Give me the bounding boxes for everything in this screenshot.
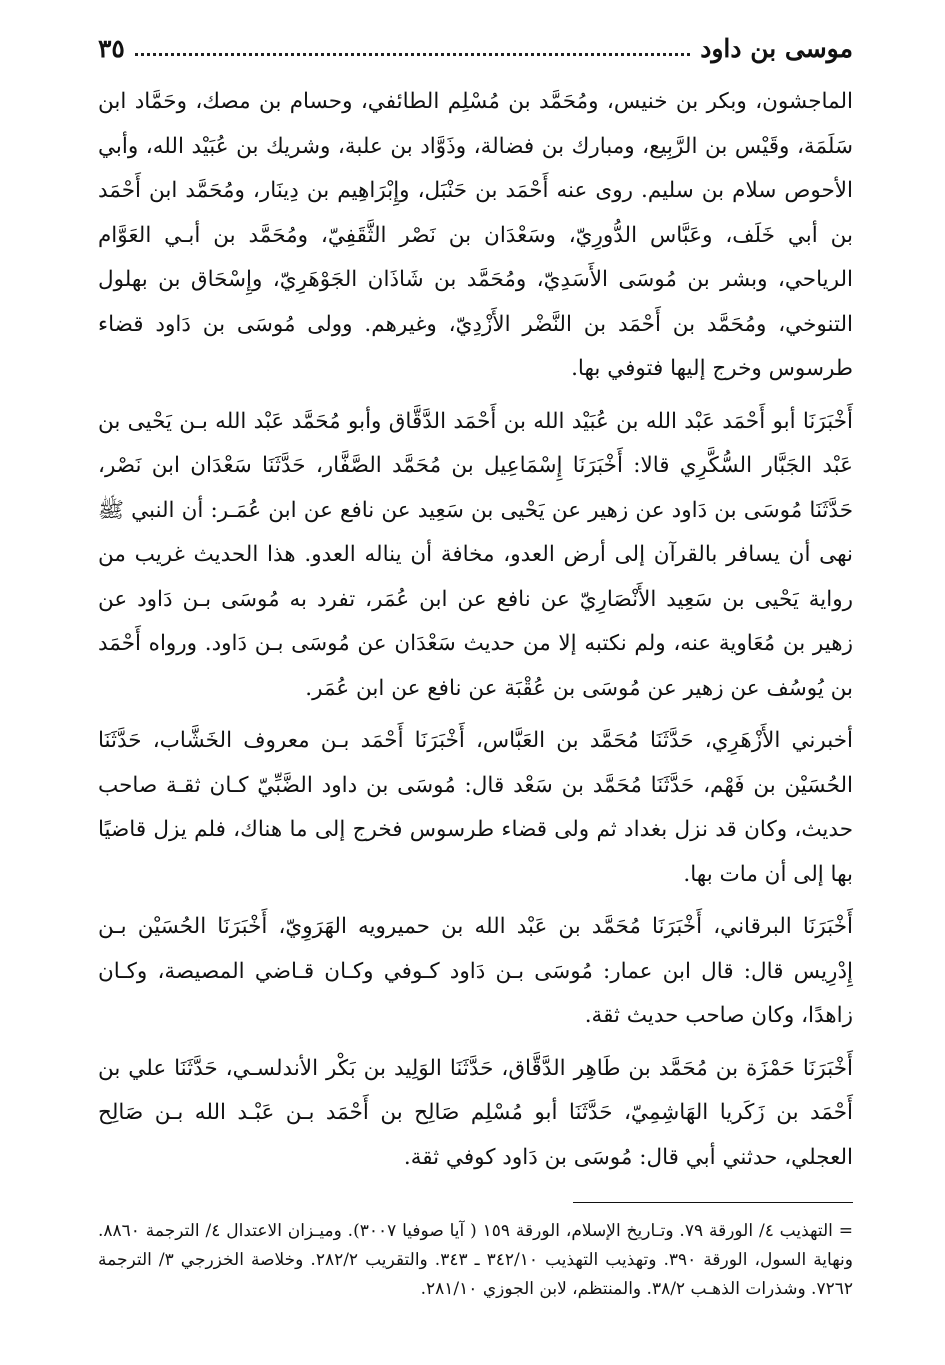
paragraph: الماجشون، وبكر بن خنيس، ومُحَمَّد بن مُسْلِم الطائفي، وحسام بن مصك، وحَمَّاد ابن سَلَمَة، وقَيْس بن الرَّبِيع، ومبارك بن فضالة، وذَوَّاد بن علبة، وشريك بن عُبَيْد الله، وأبي الأحوص سلام بن سليم. روى عنه أَحْمَد بن حَنْبَل، وإِبْرَاهِيم بن دِينَار، ومُحَمَّد ابن أَحْمَد بن أبي خَلَف، وعَبَّاس الدُّورِيّ، وسَعْدَان بن نَصْر الثَّقَفِيّ، ومُحَمَّد بن أبـي العَوَّام الرياحي، وبشر بن مُوسَى الأَسَدِيّ، ومُحَمَّد بن شَاذَان الجَوْهَرِيّ، وإِسْحَاق بن بهلول التنوخي، ومُحَمَّد بن أَحْمَد بن النَّضْر الأَزْدِيّ، وغيرهم. وولى مُوسَى بن دَاود قضاء طرسوس وخرج إليها فتوفي بها. [98,89,853,381]
footnote: = التهذيب ٤/ الورقة ٧٩. وتـاريخ الإسلام، الورقة ١٥٩ ( آيا صوفيا ٣٠٠٧). وميـزان الاعتدال ٤/ الترجمة ٨٨٦٠. ونهاية السول، الورقة ٣٩٠. وتهذيب التهذيب ٣٤٢/١٠ ـ ٣٤٣. والتقريب ٢٨٢/٢. وخلاصة الخزرجي ٣/ الترجمة ٧٢٦٢. وشذرات الذهـب ٣٨/٢. والمنتظم، لابن الجوزي ٢٨١/١٠. [98,1221,854,1299]
running-header [98,28,853,68]
paragraph: أَخْبَرَنَا حَمْزَة بن مُحَمَّد بن طَاهِر الدَّقَّاق، حَدَّثَنَا الوَلِيد بن بَكْر الأندلسـي، حَدَّثَنَا علي بن أَحْمَد بن زَكَريا الهَاشِمِيّ، حَدَّثَنَا أبو مُسْلِم صَالِح بن أَحْمَد بـن عَبْـد الله بـن صَالِح العجلي، حدثني أبي قال: مُوسَى بن دَاود كوفي ثقة. [98,1055,853,1170]
paragraph: أخبرني الأَزْهَرِي، حَدَّثَنَا مُحَمَّد بن العَبَّاس، أَخْبَرَنَا أَحْمَد بـن معروف الخَشَّاب، حَدَّثَنَا الحُسَيْن بن فَهْم، حَدَّثَنَا مُحَمَّد بن سَعْد قال: مُوسَى بن داود الضَّبِّيّ كـان ثقـة صاحب حديث، وكان قد نزل بغداد ثم ولى قضاء طرسوس فخرج إلى ما هناك، فلم يزل قاضيًا بها إلى أن مات بها. [98,728,853,887]
header-leader-dots [135,53,690,56]
page-number: ٣٥ [98,33,125,63]
paragraph: أَخْبَرَنَا البرقاني، أَخْبَرَنَا مُحَمَّد بن عَبْد الله بن حمیرويه الهَرَوِيّ، أَخْبَرَنَا الحُسَيْن بـن إِدْرِيس قال: قال ابن عمار: مُوسَى بـن دَاود كـوفي وكـان قـاضي المصيصة، وكـان زاهدًا، وكان صاحب حديث ثقة. [98,914,853,1028]
running-title: موسى بن داود [700,33,853,63]
footnote-separator [573,1202,853,1203]
footnotes [98,1217,853,1304]
body-text [98,80,853,1180]
paragraph: أَخْبَرَنَا أبو أَحْمَد عَبْد الله بن عُبَيْد الله بن أَحْمَد الدَّقَّاق وأبو مُحَمَّد عَبْد الله بـن يَحْيى بن عَبْد الجَبَّار السُّكَّرِي قالا: أَخْبَرَنَا إِسْمَاعِيل بن مُحَمَّد الصَّفَّار، حَدَّثَنَا سَعْدَان ابن نَصْر، حَدَّثَنَا مُوسَى بن دَاود عن زهير عن يَحْيى بن سَعِيد عن نافع عن ابن عُمَـر: أن النبي ﷺ نهى أن يسافر بالقرآن إلى أرض العدو، مخافة أن يناله العدو. هذا الحديث غريب من رواية يَحْيى بن سَعِيد الأَنْصَارِيّ عن نافع عن ابن عُمَر، تفرد به مُوسَى بـن دَاود عن زهير بن مُعَاوية عنه، ولم نكتبه إلا من حديث سَعْدَان عن مُوسَى بـن دَاود. ورواه أَحْمَد بن يُوسُف عن زهير عن مُوسَى بن عُقْبَة عن نافع عن ابن عُمَر. [98,408,853,701]
